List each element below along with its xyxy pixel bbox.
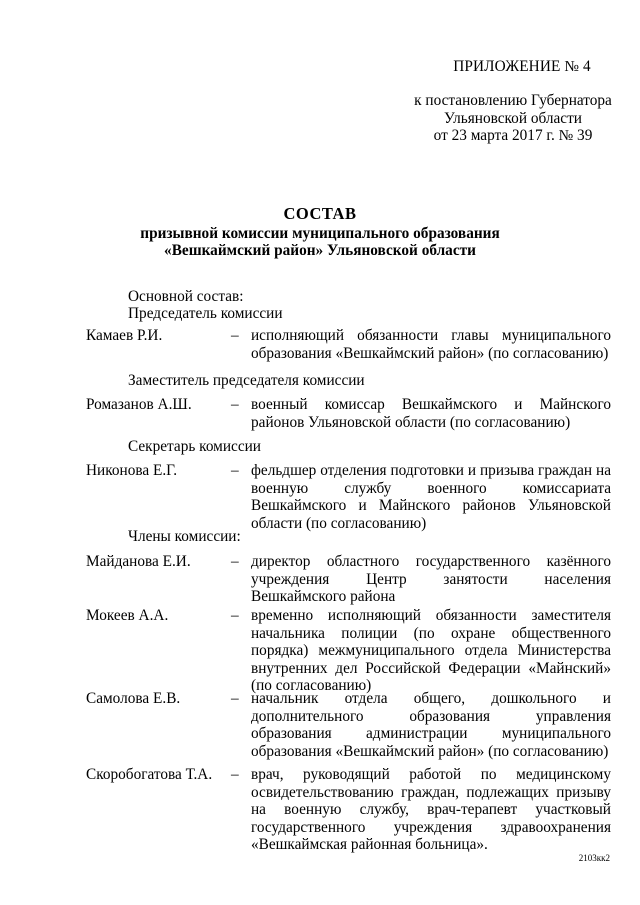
member-description: исполняющий обязанности главы муниципального образования «Вешкаймский район» (по согласованию): [251, 327, 611, 362]
member-description: директор областного государственного казённого учреждения Центр занятости населения Вешкаймского района: [251, 553, 611, 605]
chair-heading: Председатель комиссии: [128, 305, 283, 322]
member-name: Никонова Е.Г.: [86, 462, 178, 479]
members-heading: Члены комиссии:: [128, 528, 241, 545]
annex-line-1: к постановлению Губернатора: [414, 92, 612, 109]
dash: –: [231, 462, 239, 479]
dash: –: [231, 553, 239, 570]
member-description: врач, руководящий работой по медицинскому освидетельствованию граждан, подлежащих призыву на военную службу, врач-терапевт участковый государственного учреждения здравоохранения «Вешкаймская районная больница».: [251, 766, 611, 853]
document-subtitle-line-2: «Вешкаймский район» Ульяновской области: [164, 242, 476, 259]
member-name: Самолова Е.В.: [86, 690, 181, 707]
member-name: Майданова Е.И.: [86, 553, 191, 570]
annex-reference: [408, 92, 618, 145]
main-composition-heading: Основной состав:: [128, 288, 244, 305]
deputy-heading: Заместитель председателя комиссии: [128, 372, 365, 389]
dash: –: [231, 607, 239, 624]
member-description: начальник отдела общего, дошкольного и дополнительного образования управления образования администрации муниципального образования «Вешкаймский район» (по согласованию): [251, 690, 611, 760]
secretary-heading: Секретарь комиссии: [128, 438, 261, 455]
document-title: СОСТАВ: [283, 204, 357, 223]
annex-line-2: Ульяновской области: [444, 109, 582, 127]
annex-title: ПРИЛОЖЕНИЕ № 4: [453, 58, 591, 75]
member-name: Скоробогатова Т.А.: [86, 766, 213, 783]
member-name: Мокеев А.А.: [86, 607, 169, 624]
member-description: временно исполняющий обязанности заместителя начальника полиции (по охране общественного порядка) межмуниципального отдела Министерства внутренних дел Российской Федерации «Майнский» (по согласованию): [251, 607, 611, 694]
annex-line-3: от 23 марта 2017 г. № 39: [433, 127, 593, 144]
dash: –: [231, 690, 239, 707]
member-description: фельдшер отделения подготовки и призыва граждан на военную службу военного комиссариата Вешкаймского и Майнского районов Ульяновской области (по согласованию): [251, 462, 611, 532]
member-description: военный комиссар Вешкаймского и Майнского районов Ульяновской области (по согласованию): [251, 396, 611, 431]
member-name: Камаев Р.И.: [86, 327, 163, 344]
document-code: 2103кк2: [578, 853, 610, 863]
dash: –: [231, 327, 239, 344]
dash: –: [231, 396, 239, 413]
document-subtitle-line-1: призывной комиссии муниципального образования: [140, 225, 500, 242]
member-name: Ромазанов А.Ш.: [86, 396, 192, 413]
dash: –: [231, 766, 239, 783]
